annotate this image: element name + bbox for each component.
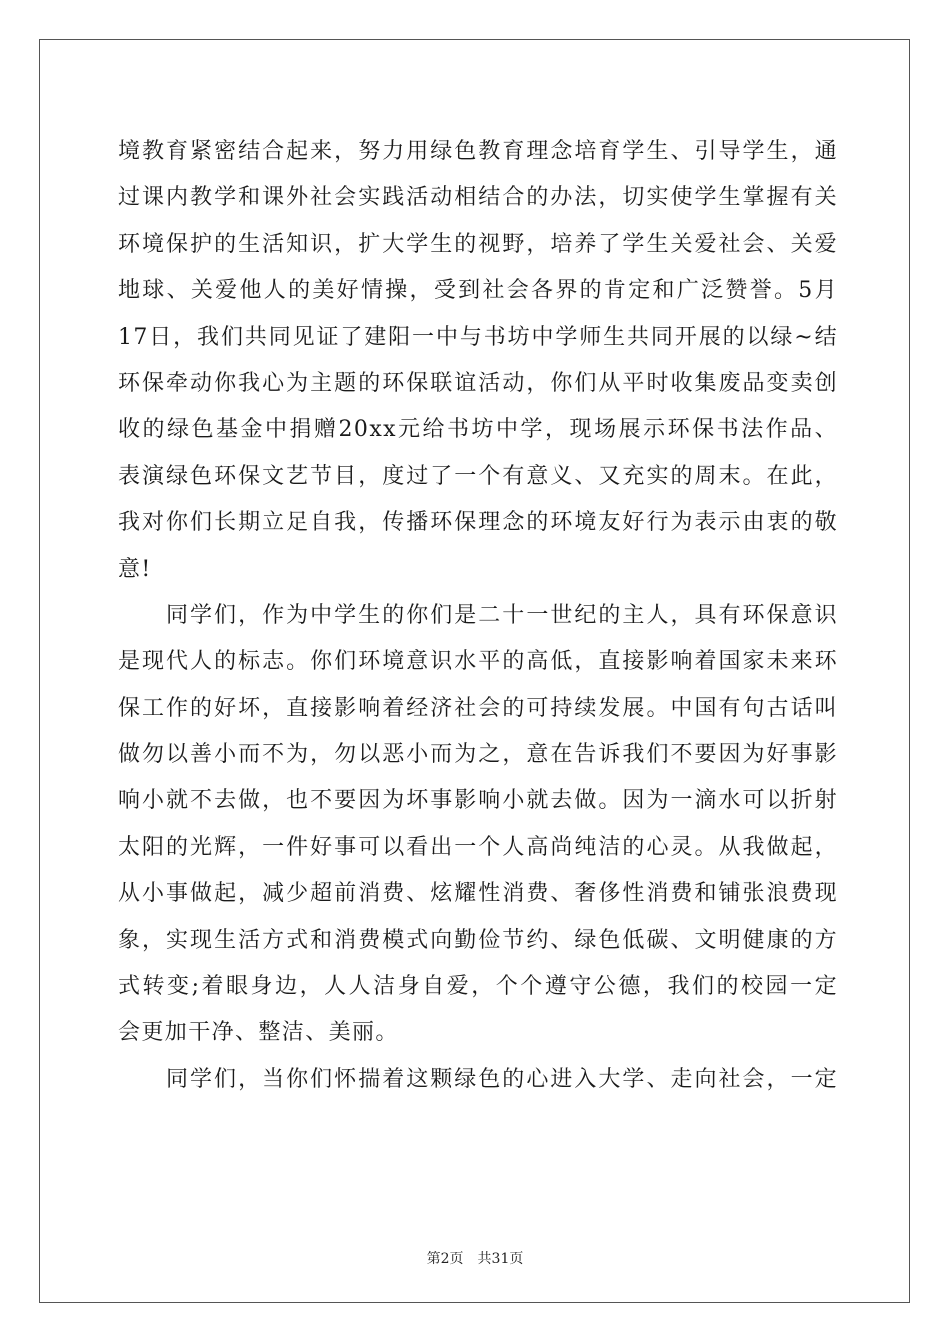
text-line: 环保牵动你我心为主题的环保联谊活动，你们从平时收集废品变卖创 bbox=[118, 370, 838, 396]
text-line: 收的绿色基金中捐赠20xx元给书坊中学，现场展示环保书法作品、 bbox=[118, 417, 838, 443]
document-body bbox=[118, 129, 838, 1103]
page-footer bbox=[0, 1248, 950, 1268]
page-number: 第2页 bbox=[426, 1251, 464, 1267]
text-line: 是现代人的标志。你们环境意识水平的高低，直接影响着国家未来环 bbox=[118, 649, 838, 675]
text-line: 同学们，当你们怀揣着这颗绿色的心进入大学、走向社会，一定 bbox=[166, 1066, 838, 1092]
text-line: 意! bbox=[118, 556, 152, 582]
text-line: 境教育紧密结合起来，努力用绿色教育理念培育学生、引导学生，通 bbox=[118, 139, 838, 164]
text-line: 太阳的光辉，一件好事可以看出一个人高尚纯洁的心灵。从我做起， bbox=[118, 834, 838, 860]
text-line: 我对你们长期立足自我，传播环保理念的环境友好行为表示由衷的敬 bbox=[118, 510, 838, 536]
text-line: 环境保护的生活知识，扩大学生的视野，培养了学生关爱社会、关爱 bbox=[118, 231, 838, 257]
text-line: 保工作的好坏，直接影响着经济社会的可持续发展。中国有句古话叫 bbox=[118, 695, 838, 721]
text-line: 做勿以善小而不为，勿以恶小而为之，意在告诉我们不要因为好事影 bbox=[118, 742, 838, 768]
text-line: 响小就不去做，也不要因为坏事影响小就去做。因为一滴水可以折射 bbox=[118, 788, 838, 814]
text-line: 象，实现生活方式和消费模式向勤俭节约、绿色低碳、文明健康的方 bbox=[118, 927, 838, 953]
page-total: 共31页 bbox=[477, 1251, 524, 1267]
text-line: 过课内教学和课外社会实践活动相结合的办法，切实使学生掌握有关 bbox=[118, 185, 838, 211]
text-line: 会更加干净、整洁、美丽。 bbox=[118, 1020, 399, 1046]
text-line: 地球、关爱他人的美好情操，受到社会各界的肯定和广泛赞誉。5月 bbox=[118, 278, 838, 304]
text-line: 17日，我们共同见证了建阳一中与书坊中学师生共同开展的以绿~结 bbox=[118, 324, 838, 350]
text-line: 同学们，作为中学生的你们是二十一世纪的主人，具有环保意识 bbox=[166, 602, 838, 628]
text-line: 从小事做起，减少超前消费、炫耀性消费、奢侈性消费和铺张浪费现 bbox=[118, 881, 838, 907]
text-line: 表演绿色环保文艺节目，度过了一个有意义、又充实的周末。在此， bbox=[118, 463, 838, 489]
text-line: 式转变;着眼身边，人人洁身自爱，个个遵守公德，我们的校园一定 bbox=[118, 974, 838, 1000]
